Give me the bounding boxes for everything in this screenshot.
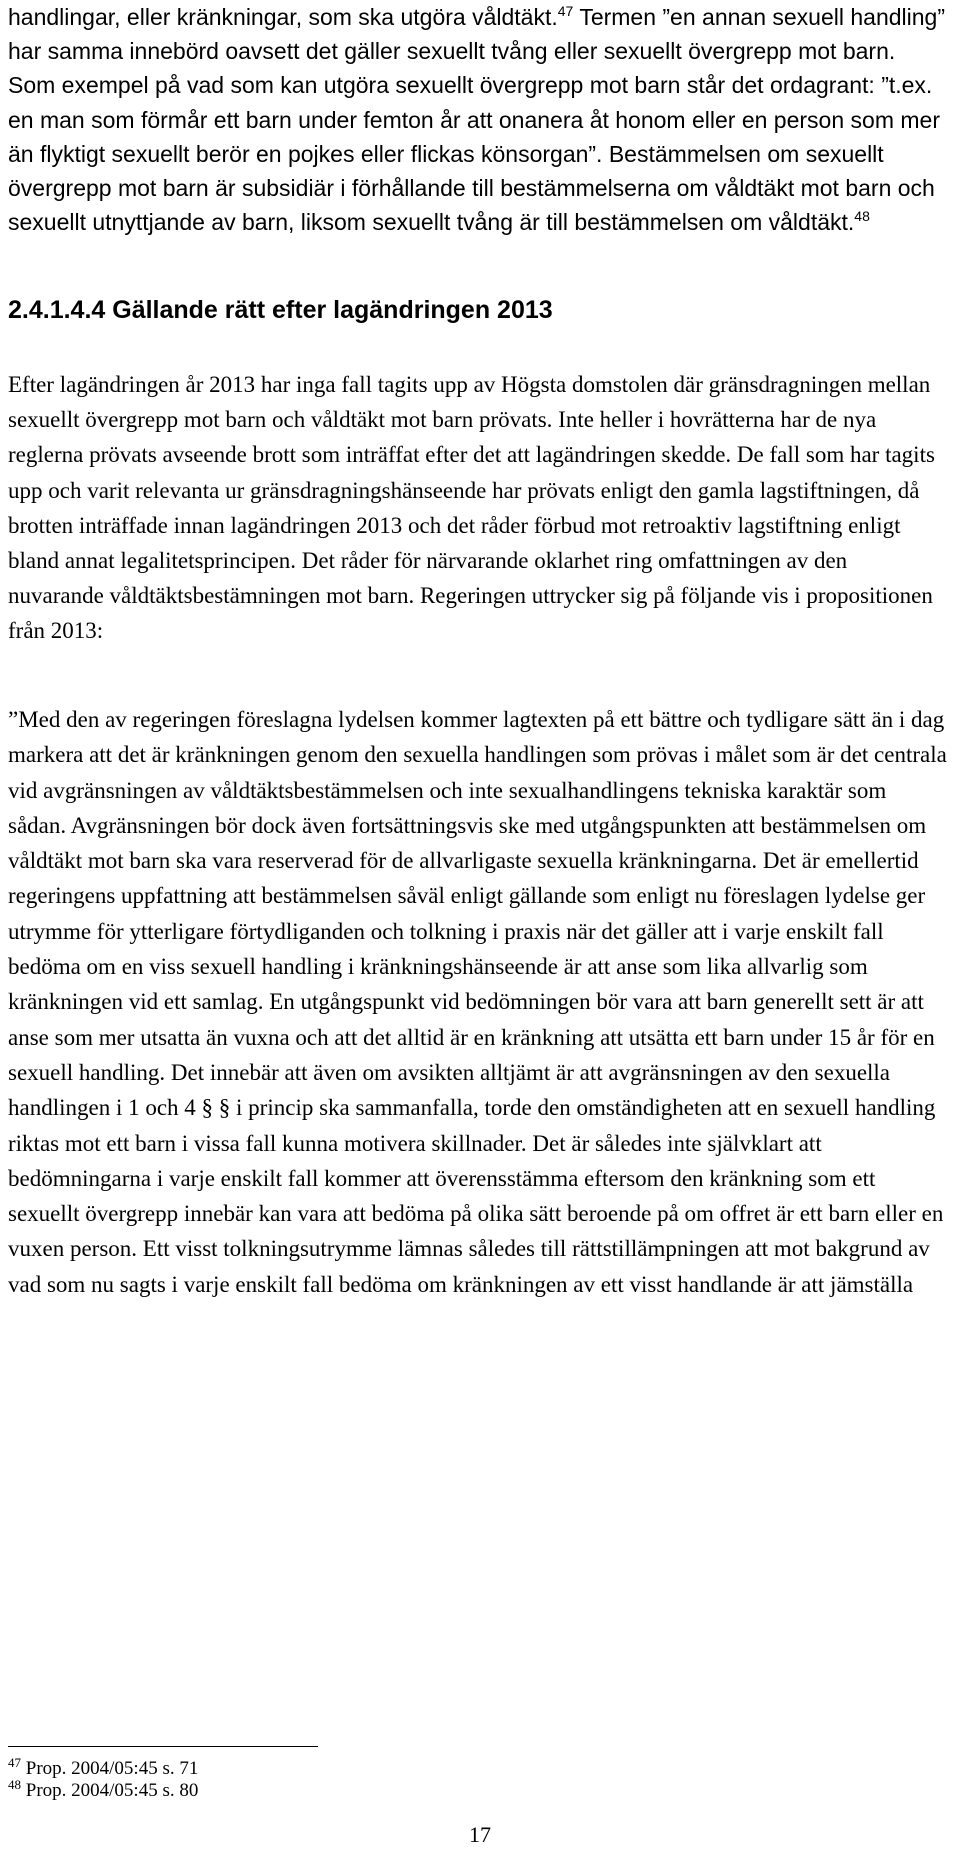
footnote-reference-48[interactable]: 48 bbox=[854, 208, 870, 225]
paragraph-text: Termen ”en annan sexuell handling” har samma innebörd oavsett det gäller sexuellt tvång eller sexuellt övergrepp mot barn. Som exempel på vad som kan utgöra sexuellt övergrepp mot barn står det ordagrant: ”t.ex. en man som förmår ett barn under femton år att onanera åt honom eller en person som mer än flyktigt sexuellt berör en pojkes eller flickas könsorgan”. Bestämmelsen om sexuellt övergrepp mot barn är subsidiär i förhållande till bestämmelserna om våldtäkt mot barn och sexuellt utnyttjande av barn, liksom sexuellt tvång är till bestämmelsen om våldtäkt. bbox=[8, 4, 945, 236]
footnote-divider bbox=[8, 1746, 318, 1747]
footnote-number: 47 bbox=[8, 1755, 21, 1770]
footnote-number: 48 bbox=[8, 1777, 21, 1792]
block-quote: ”Med den av regeringen föreslagna lydelsen kommer lagtexten på ett bättre och tydligare sätt än i dag markera att det är kränkningen genom den sexuella handlingen som prövas i målet som är det centrala vid avgränsningen av våldtäktsbestämmelsen och inte sexualhandlingens tekniska karaktär som sådan. Avgränsningen bör dock även fortsättningsvis ske med utgångspunkten att bestämmelsen om våldtäkt mot barn ska vara reserverad för de allvarligaste sexuella kränkningarna. Det är emellertid regeringens uppfattning att bestämmelsen såväl enligt gällande som enligt nu föreslagen lydelse ger utrymme för ytterligare förtydliganden och tolkning i praxis när det gäller att i varje enskilt fall bedöma om en viss sexuell handling i kränkningshänseende är att anse som lika allvarlig som kränkningen vid ett samlag. En utgångspunkt vid bedömningen bör vara att barn generellt sett är att anse som mer utsatta än vuxna och att det alltid är en kränkning att utsätta ett barn under 15 år för en sexuell handling. Det innebär att även om avsikten alltjämt är att avgränsningen av den sexuella handlingen i 1 och 4 § § i princip ska sammanfalla, torde den omständigheten att en sexuell handling riktas mot ett barn i vissa fall kunna motivera skillnader. Det är således inte självklart att bedömningarna i varje enskilt fall kommer att överensstämma eftersom den kränkning som ett sexuellt övergrepp innebär kan vara att bedöma på olika sätt beroende på om offret är ett barn eller en vuxen person. Ett visst tolkningsutrymme lämnas således till rättstillämpningen att mot bakgrund av vad som nu sagts i varje enskilt fall bedöma om kränkningen av ett visst handlande är att jämställa bbox=[8, 707, 947, 1297]
footnote-text: Prop. 2004/05:45 s. 80 bbox=[21, 1780, 199, 1801]
body-paragraph-2: Efter lagändringen år 2013 har inga fall tagits upp av Högsta domstolen där gränsdragningen mellan sexuellt övergrepp mot barn och våldtäkt mot barn prövats. Inte heller i hovrätterna har de nya reglerna prövats avseende brott som inträffat efter det att lagändringen skedde. De fall som har tagits upp och varit relevanta ur gränsdragningshänseende har prövats enligt den gamla lagstiftningen, då brotten inträffade innan lagändringen 2013 och det råder förbud mot retroaktiv lagstiftning enligt bland annat legalitetsprincipen. Det råder för närvarande oklarhet ring omfattningen av den nuvarande våldtäktsbestämningen mot barn. Regeringen uttrycker sig på följande vis i propositionen från 2013: bbox=[8, 372, 935, 644]
section-heading: 2.4.1.4.4 Gällande rätt efter lagändringen 2013 bbox=[8, 296, 553, 324]
paragraph-text: handlingar, eller kränkningar, som ska utgöra våldtäkt. bbox=[8, 4, 558, 30]
footnote-47 bbox=[8, 1755, 948, 1780]
body-paragraph-1 bbox=[8, 0, 948, 239]
footnotes bbox=[8, 1755, 948, 1802]
footnote-text: Prop. 2004/05:45 s. 71 bbox=[21, 1758, 199, 1779]
page-number: 17 bbox=[469, 1822, 491, 1847]
footnote-48 bbox=[8, 1777, 948, 1802]
footnote-reference-47[interactable]: 47 bbox=[557, 3, 574, 19]
